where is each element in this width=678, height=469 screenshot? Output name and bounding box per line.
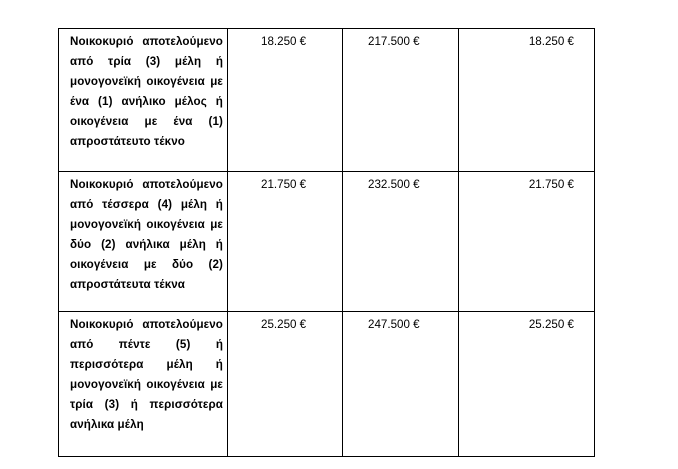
amount-cell — [459, 312, 595, 457]
amount-value: 247.500 € — [368, 318, 420, 331]
amount-cell — [228, 29, 343, 172]
amount-value: 232.500 € — [368, 178, 420, 191]
table-row — [59, 29, 595, 172]
amount-value: 25.250 € — [528, 318, 574, 331]
amount-value: 18.250 € — [528, 35, 574, 48]
household-description-cell — [59, 312, 228, 457]
amount-value: 18.250 € — [261, 35, 307, 48]
amount-cell — [228, 172, 343, 312]
amount-value: 25.250 € — [261, 318, 307, 331]
household-description-cell — [59, 29, 228, 172]
table-row — [59, 172, 595, 312]
amount-cell — [459, 172, 595, 312]
amount-value: 21.750 € — [528, 178, 574, 191]
amount-cell — [343, 312, 459, 457]
household-description: Νοικοκυριό αποτελούμενο από τρία (3) μέλη ή μονογονεϊκή οικογένεια με ένα (1) ανήλικο μέλος ή οικογένεια με ένα (1) απροστάτευτο τέκνο — [70, 35, 223, 148]
table-row — [59, 312, 595, 457]
amount-value: 217.500 € — [368, 35, 420, 48]
household-description: Νοικοκυριό αποτελούμενο από τέσσερα (4) μέλη ή μονογονεϊκή οικογένεια με δύο (2) ανήλικα μέλη ή οικογένεια με δύο (2) απροστάτευτα τέκνα — [70, 178, 223, 291]
amount-cell — [459, 29, 595, 172]
household-description-cell — [59, 172, 228, 312]
amount-cell — [343, 29, 459, 172]
income-limits-table — [58, 28, 595, 457]
amount-cell — [343, 172, 459, 312]
amount-value: 21.750 € — [261, 178, 307, 191]
household-description: Νοικοκυριό αποτελούμενο από πέντε (5) ή περισσότερα μέλη ή μονογονεϊκή οικογένεια με τρία (3) ή περισσότερα ανήλικα μέλη — [70, 318, 223, 431]
amount-cell — [228, 312, 343, 457]
